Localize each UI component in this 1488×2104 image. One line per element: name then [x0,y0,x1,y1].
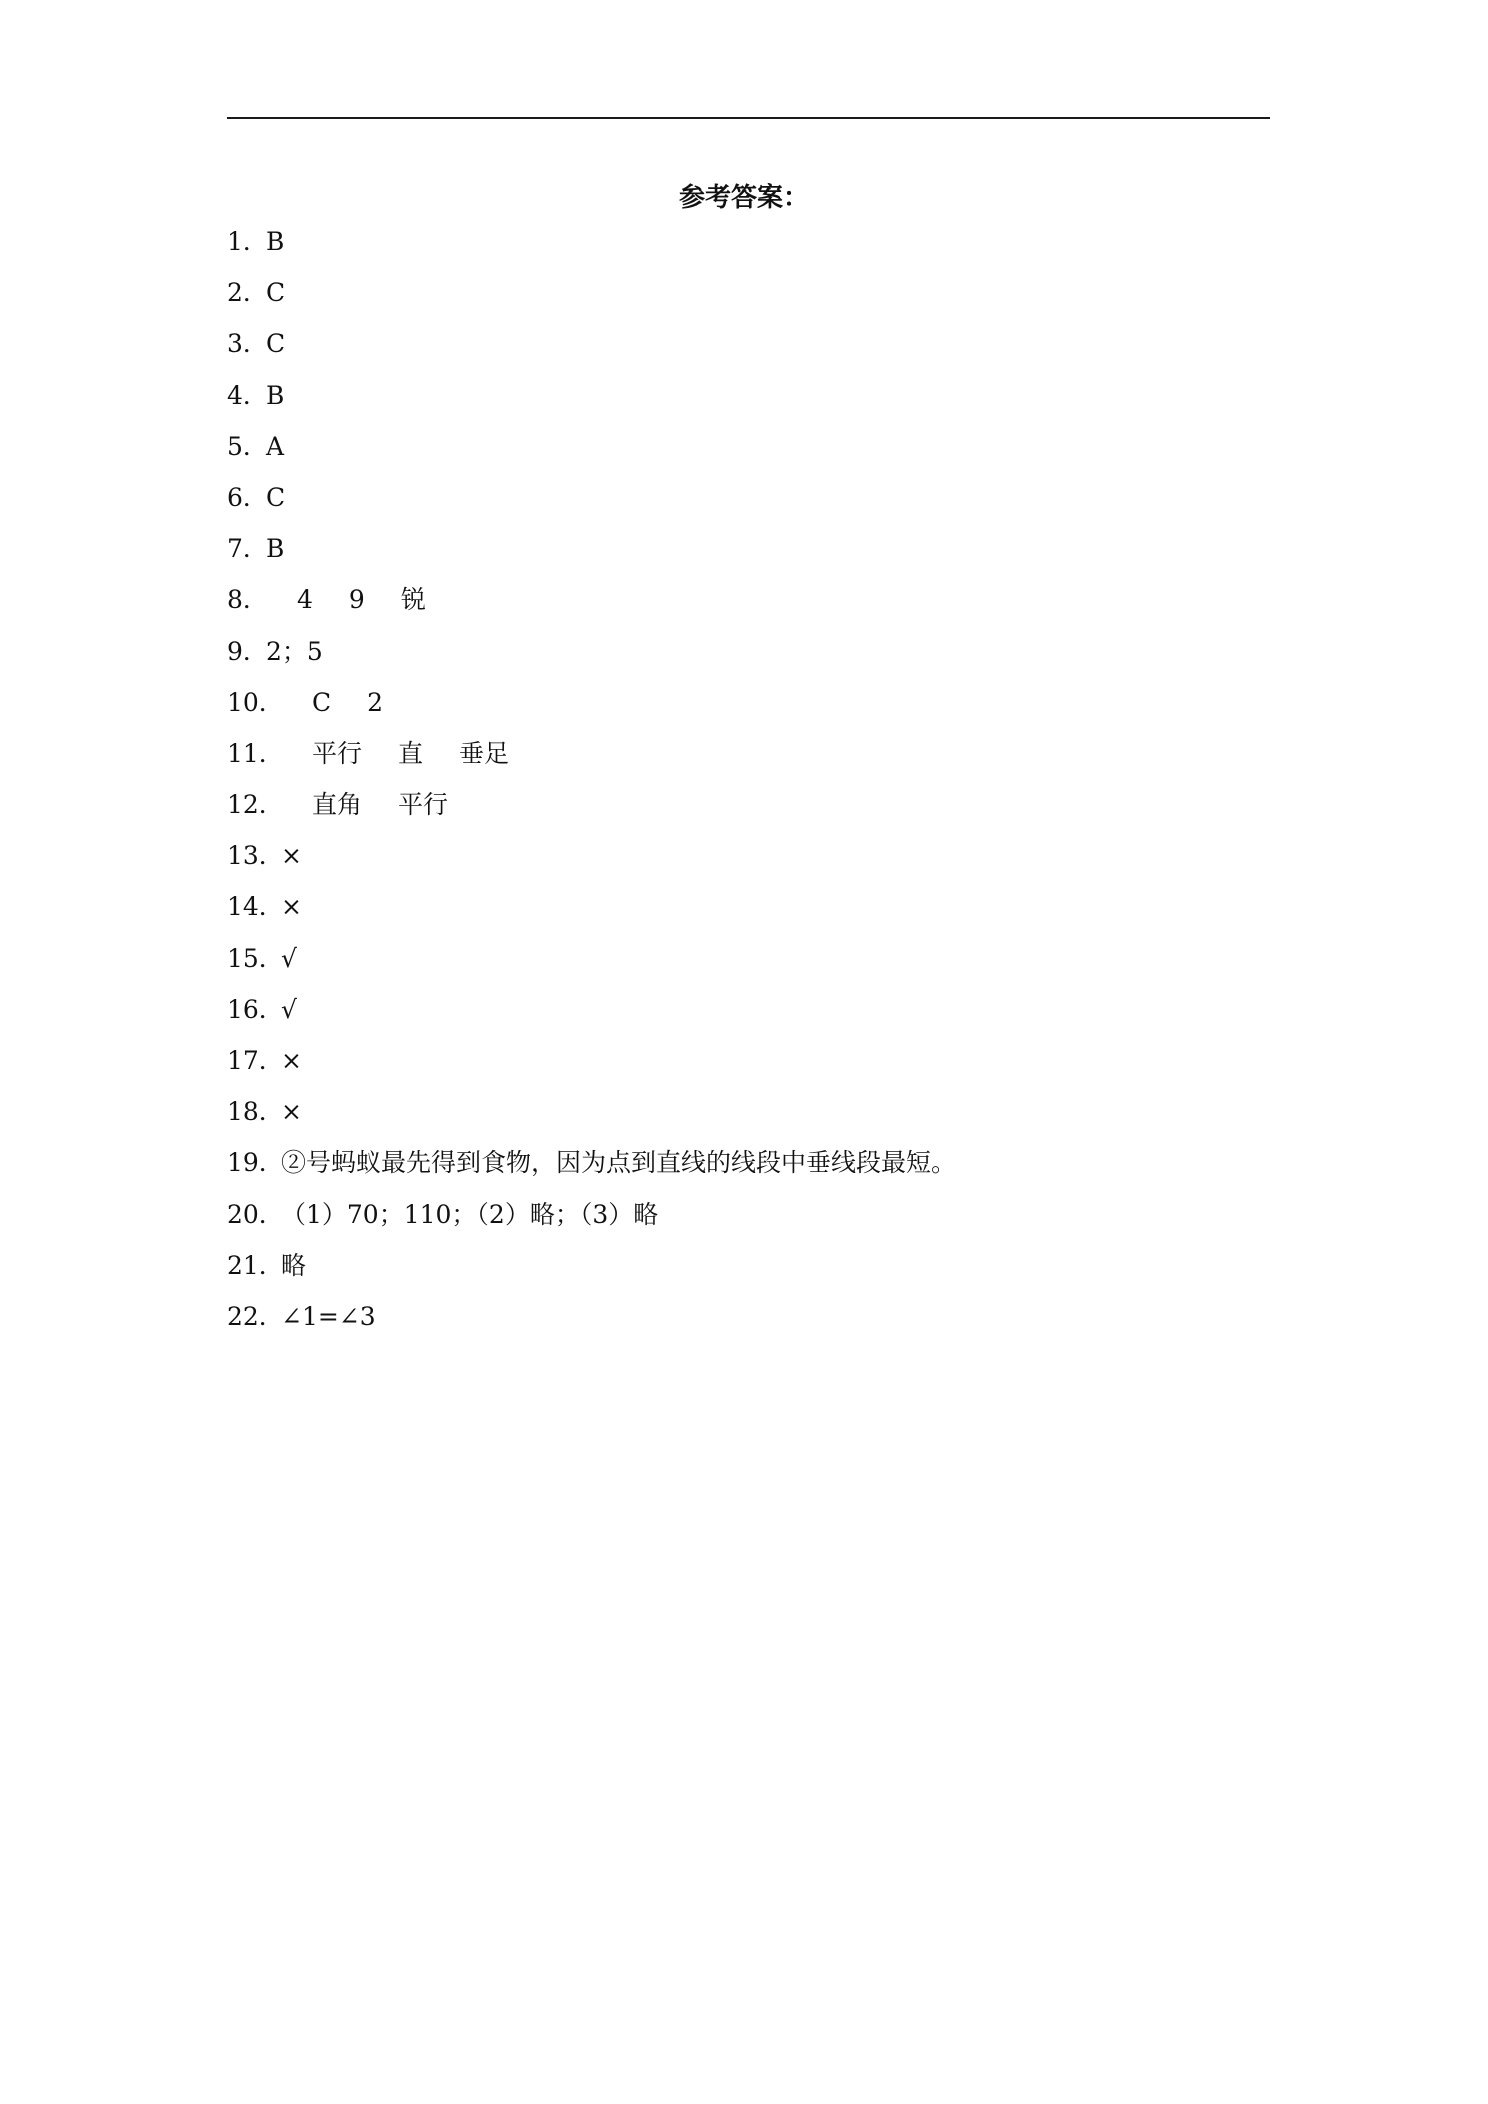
answer-number: 18． [227,1097,284,1127]
answer-number: 20． [227,1199,284,1229]
answer-text: （1）70；110；（2）略；（3）略 [281,1199,659,1229]
answer-text: ②号蚂蚁最先得到食物，因为点到直线的线段中垂线段最短。 [281,1148,957,1178]
answer-item [227,626,1267,677]
answer-number: 7． [227,534,268,564]
answer-item [227,728,1267,779]
answer-item [227,677,1267,728]
answer-number: 1． [227,227,268,256]
blank-answer: 锐 [400,585,426,615]
answer-number: 10． [227,687,284,717]
answer-number: 14． [227,892,284,922]
answer-number: 16． [227,994,284,1024]
answer-number: 2． [227,278,268,308]
answer-number: 22． [227,1301,284,1331]
header-rule [227,117,1270,119]
answer-text: ∠1=∠3 [281,1301,376,1331]
answer-item [227,318,1267,369]
answer-number: 3． [227,329,268,359]
answer-number: 13． [227,841,284,871]
page-title: 参考答案： [678,183,809,213]
blank-answer: 直角 [312,790,363,820]
answer-item [227,370,1267,421]
answer-number: 21． [227,1250,284,1280]
answer-item [227,933,1267,984]
answer-number: 4． [227,380,268,410]
blank-answer: C [312,687,332,717]
blank-answer: 垂足 [459,738,510,768]
answer-text: B [266,227,285,256]
answer-text: C [266,278,286,308]
blank-answer: 平行 [312,738,363,768]
answer-item [227,1189,1267,1240]
blank-answer: 4 [297,585,313,615]
answer-number: 15． [227,943,284,973]
answer-number: 11． [227,738,284,768]
blank-answer: 9 [348,585,365,615]
answer-item [227,216,1267,267]
answer-number: 17． [227,1046,284,1075]
answer-number: 12． [227,790,284,820]
answer-item [227,984,1267,1035]
answer-text: × [281,1046,302,1075]
answer-item [227,267,1267,318]
answer-text: C [266,329,286,359]
fill-blank-answers [281,779,484,830]
blank-answer: 平行 [398,790,449,820]
answer-number: 9． [227,636,268,666]
answer-number: 19． [227,1148,284,1178]
answer-text: C [266,482,286,512]
answer-text: × [281,841,302,871]
answer-item [227,779,1267,830]
blank-answer: 2 [367,687,384,717]
answer-item [227,1137,1267,1188]
answer-item [227,830,1267,881]
answer-text: × [281,1097,302,1127]
answer-item [227,1291,1267,1342]
answer-text: B [266,380,285,410]
answer-item [227,1035,1267,1086]
answer-number: 6． [227,482,268,512]
answer-item [227,574,1267,625]
answer-item [227,1086,1267,1137]
answer-text: √ [281,943,297,973]
answer-text: √ [281,994,297,1024]
answer-text: 略 [281,1250,307,1280]
blank-answer: 直 [398,738,424,768]
fill-blank-answers [281,677,419,728]
fill-blank-answers [266,574,462,625]
answer-item [227,1240,1267,1291]
answer-item [227,421,1267,472]
answer-text: × [281,892,302,922]
answer-number: 8． [227,585,268,615]
answer-text: A [266,431,285,461]
answer-item [227,523,1267,574]
fill-blank-answers [281,728,545,779]
answer-text: B [266,534,285,564]
answer-item [227,881,1267,932]
answer-text: 2；5 [266,636,323,666]
answer-item [227,472,1267,523]
answer-number: 5． [227,431,268,461]
answer-list [227,216,1267,1342]
